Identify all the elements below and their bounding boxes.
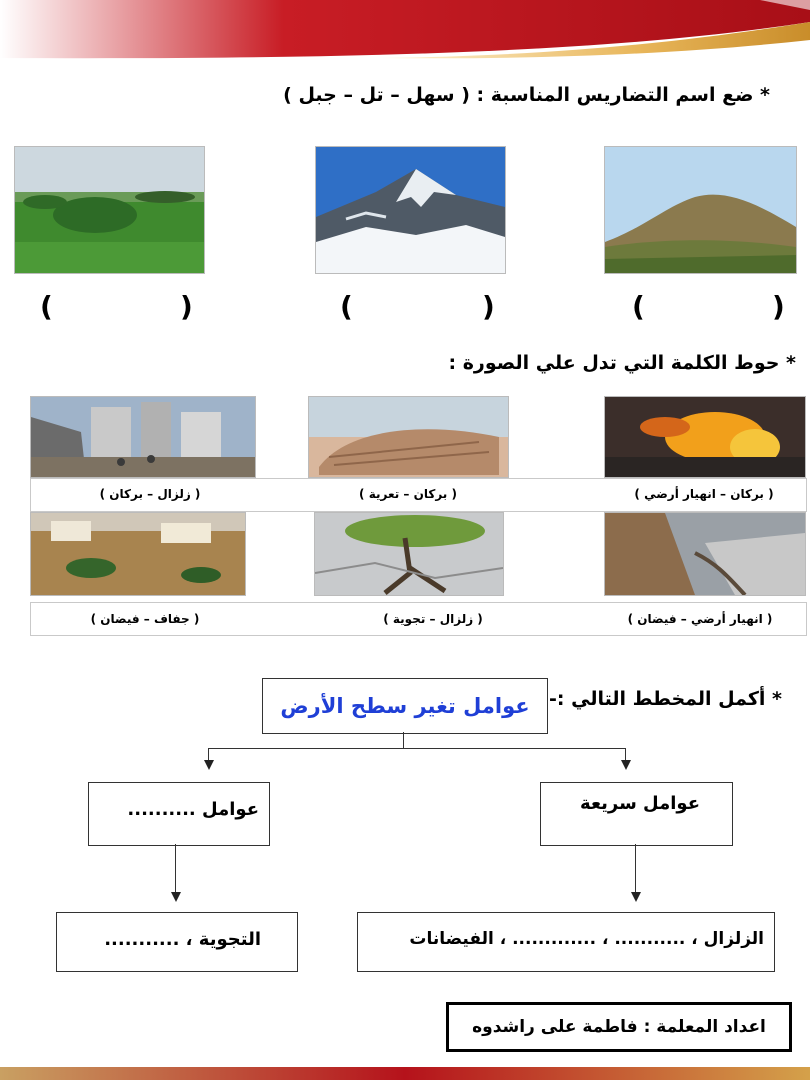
erosion-rock-photo [308,396,509,478]
plain-photo [14,146,205,274]
author-credit-box [446,1002,792,1052]
answer-blank-middle-open: ( [340,290,353,323]
connector-right-drop [625,748,626,760]
row2-options-flood: ( جفاف – فيضان ) [90,612,200,626]
diagram-root-label: عوامل تغير سطح الأرض [280,694,530,718]
arrow-to-fast-factors [621,760,631,770]
row2-options-landslide: ( انهيار أرضي – فيضان ) [627,612,773,626]
landform-question-heading: * ضع اسم التضاريس المناسبة : ( سهل – تل – جبل ) [283,84,770,106]
answer-blank-left-close: ) [180,290,193,323]
arrow-to-slow-factors [204,760,214,770]
fast-examples-label: الزلزال ، ........... ، ............. ، الفيضانات [409,929,764,949]
earthquake-ruins-photo [30,396,256,478]
row2-options-weathering: ( زلزال – تجوية ) [383,612,483,626]
volcano-fire-photo [604,396,806,478]
arrow-to-fast-examples [631,892,641,902]
weathering-tree-photo [314,512,504,596]
answer-blank-right-open: ( [632,290,645,323]
answer-blank-right-close: ) [772,290,785,323]
connector-horizontal [208,748,626,749]
slow-examples-box [56,912,298,972]
diagram-root-box [262,678,548,734]
slow-factors-label: عوامل .......... [127,799,259,820]
answer-blank-middle-close: ) [482,290,495,323]
connector-slow-down [175,844,176,892]
fast-factors-label: عوامل سريعة [580,793,700,814]
author-credit: اعداد المعلمة : فاطمة على راشدوه [472,1017,766,1037]
connector-left-drop [208,748,209,760]
flood-photo [30,512,246,596]
hill-photo [604,146,797,274]
row1-options-volcano: ( بركان – انهيار أرضي ) [634,487,774,501]
connector-fast-down [635,844,636,892]
fast-examples-box [357,912,775,972]
slow-examples-label: التجوية ، ........... [104,929,261,950]
answer-blank-left-open: ( [40,290,53,323]
complete-diagram-heading: * أكمل المخطط التالي :- [549,688,782,710]
header-swoosh-decoration [0,0,810,75]
footer-stripe-decoration [0,1064,810,1080]
arrow-to-slow-examples [171,892,181,902]
connector-root-down [403,732,404,749]
row1-options-erosion: ( بركان – تعرية ) [359,487,457,501]
row1-options-earthquake: ( زلزال – بركان ) [99,487,201,501]
slow-factors-box [88,782,270,846]
mountain-photo [315,146,506,274]
circle-word-heading: * حوط الكلمة التي تدل علي الصورة : [448,352,796,374]
landslide-road-photo [604,512,806,596]
fast-factors-box [540,782,733,846]
